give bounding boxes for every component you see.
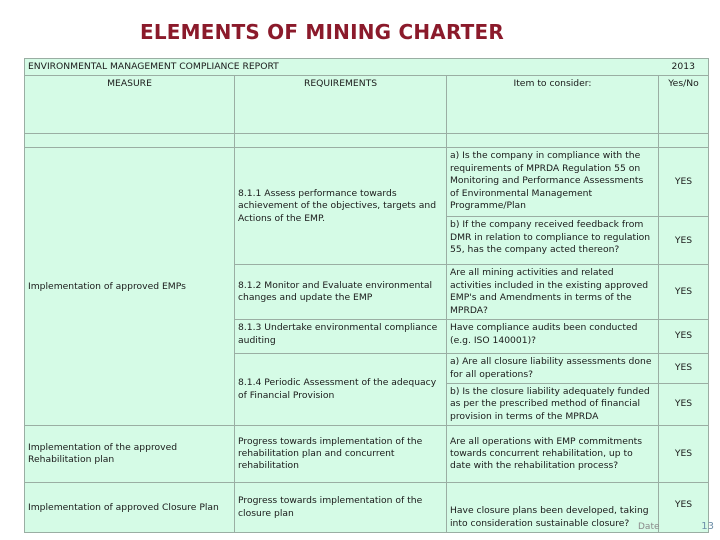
report-name: ENVIRONMENTAL MANAGEMENT COMPLIANCE REPORT: [25, 59, 659, 76]
answer-a: YES: [659, 148, 709, 217]
item-814a: a) Are all closure liability assessments done for all operations?: [447, 354, 659, 384]
slide-number: 13: [701, 521, 714, 532]
answer-812: YES: [659, 265, 709, 320]
req-813: 8.1.3 Undertake environmental compliance auditing: [235, 320, 447, 354]
item-b: b) If the company received feedback from DMR in relation to compliance to regulation 55, has the company acted thereon?: [447, 217, 659, 265]
header-requirements: REQUIREMENTS: [235, 76, 447, 134]
report-year: 2013: [659, 59, 709, 76]
closure-item: Have closure plans been developed, taking into consideration sustainable closure?: [447, 483, 659, 533]
closure-answer: YES: [659, 483, 709, 533]
rehab-requirement: Progress towards implementation of the rehabilitation plan and concurrent rehabilitation: [235, 426, 447, 483]
emp-measure: Implementation of approved EMPs: [25, 148, 235, 426]
date-label: Date: [638, 522, 660, 532]
compliance-table: [24, 58, 709, 533]
closure-measure: Implementation of approved Closure Plan: [25, 483, 235, 533]
rehab-answer: YES: [659, 426, 709, 483]
header-item: Item to consider:: [447, 76, 659, 134]
item-813: Have compliance audits been conducted (e.g. ISO 140001)?: [447, 320, 659, 354]
req-814: 8.1.4 Periodic Assessment of the adequacy of Financial Provision: [235, 354, 447, 426]
req-811: 8.1.1 Assess performance towards achievement of the objectives, targets and Actions of the EMP.: [235, 148, 447, 265]
req-812: 8.1.2 Monitor and Evaluate environmental changes and update the EMP: [235, 265, 447, 320]
item-a: a) Is the company in compliance with the requirements of MPRDA Regulation 55 on Monitoring and Performance Assessments of Environmental Management Programme/Plan: [447, 148, 659, 217]
page-title: ELEMENTS OF MINING CHARTER: [140, 20, 504, 44]
header-yesno: Yes/No: [659, 76, 709, 134]
item-814b: b) Is the closure liability adequately funded as per the prescribed method of financial provision in terms of the MPRDA: [447, 383, 659, 425]
answer-b: YES: [659, 217, 709, 265]
answer-814a: YES: [659, 354, 709, 384]
header-measure: MEASURE: [25, 76, 235, 134]
closure-requirement: Progress towards implementation of the closure plan: [235, 483, 447, 533]
answer-813: YES: [659, 320, 709, 354]
item-812: Are all mining activities and related activities included in the existing approved EMP's and Amendments in terms of the MPRDA?: [447, 265, 659, 320]
rehab-item: Are all operations with EMP commitments towards concurrent rehabilitation, up to date with the rehabilitation process?: [447, 426, 659, 483]
rehab-measure: Implementation of the approved Rehabilitation plan: [25, 426, 235, 483]
answer-814b: YES: [659, 383, 709, 425]
